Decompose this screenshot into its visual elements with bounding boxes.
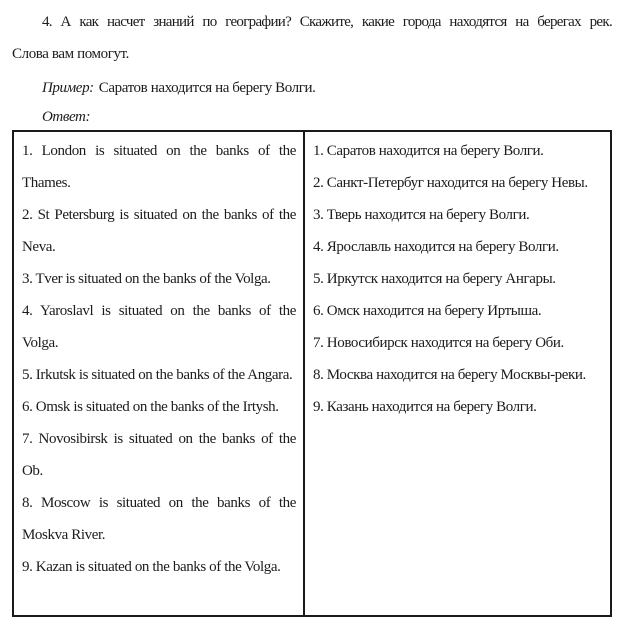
- answer-item-english: 3. Tver is situated on the banks of the Volga.: [22, 271, 271, 287]
- answer-item-english: 1. London is situated on the banks of the Thames.: [22, 143, 296, 191]
- answers-table: [12, 130, 612, 617]
- answer-item-english: 9. Kazan is situated on the banks of the Volga.: [22, 559, 281, 575]
- answer-heading-line: [12, 104, 612, 130]
- example-line: [12, 72, 612, 104]
- answer-item-russian: 3. Тверь находится на берегу Волги.: [313, 207, 530, 223]
- answer-item-english: 5. Irkutsk is situated on the banks of the Angara.: [22, 367, 293, 383]
- answer-item-english: 8. Moscow is situated on the banks of the Moskva River.: [22, 495, 296, 543]
- task-text-line2: Слова вам помогут.: [12, 46, 129, 62]
- answer-item-russian: 4. Ярославль находится на берегу Волги.: [313, 239, 559, 255]
- answer-item-english: 2. St Petersburg is situated on the banks of the Neva.: [22, 207, 296, 255]
- answer-item-russian: 8. Москва находится на берегу Москвы-реки.: [313, 367, 586, 383]
- answer-item-russian: 2. Санкт-Петербуг находится на берегу Невы.: [313, 175, 588, 191]
- answer-item-english: 7. Novosibirsk is situated on the banks of the Ob.: [22, 431, 296, 479]
- answer-item-russian: 6. Омск находится на берегу Иртыша.: [313, 303, 542, 319]
- example-label: Пример:: [42, 80, 94, 96]
- answer-item-english: 6. Omsk is situated on the banks of the Irtysh.: [22, 399, 279, 415]
- answers-column-english: [14, 132, 305, 615]
- answers-column-russian: [305, 132, 610, 615]
- answer-item-russian: 1. Саратов находится на берегу Волги.: [313, 143, 544, 159]
- answer-item-russian: 9. Казань находится на берегу Волги.: [313, 399, 537, 415]
- answer-item-russian: 7. Новосибирск находится на берегу Оби.: [313, 335, 564, 351]
- answer-item-english: 4. Yaroslavl is situated on the banks of the Volga.: [22, 303, 296, 351]
- answer-item-russian: 5. Иркутск находится на берегу Ангары.: [313, 271, 556, 287]
- task-text-line1: 4. А как насчет знаний по географии? Скажите, какие города находятся на берегах рек.: [42, 14, 612, 30]
- example-sentence: Саратов находится на берегу Волги.: [98, 80, 316, 96]
- answer-label: Ответ:: [42, 109, 91, 125]
